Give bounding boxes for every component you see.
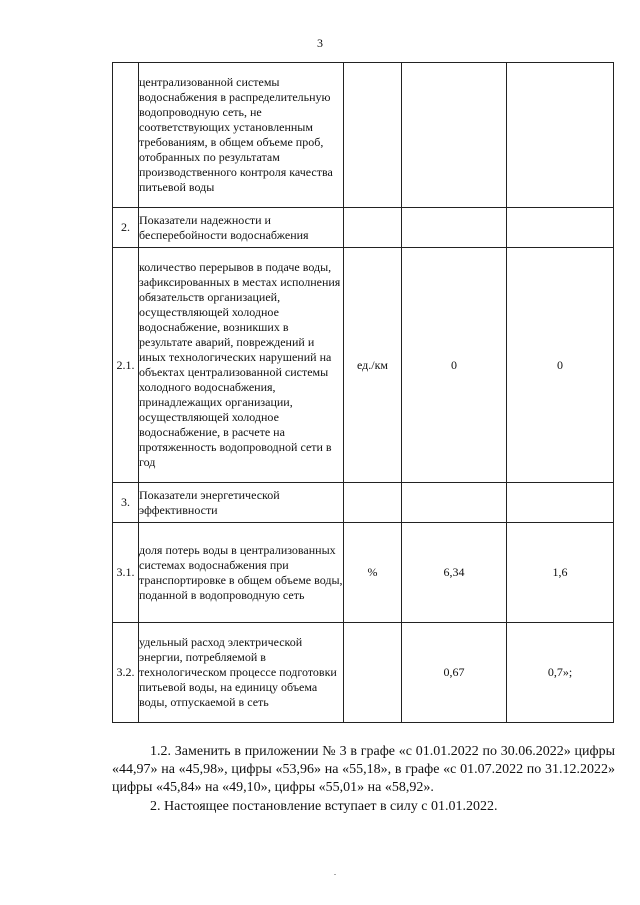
row-description: доля потерь воды в централизованных системах водоснабжения при транспортировке в общем объеме воды, поданной в водопроводную сеть [139, 523, 344, 623]
row-number: 3. [113, 483, 139, 523]
row-unit [344, 208, 402, 248]
table-row [113, 248, 614, 483]
row-description: Показатели энергетической эффективности [139, 483, 344, 523]
row-number: 3.2. [113, 623, 139, 723]
row-value-2: 0 [507, 248, 614, 483]
effective-date-paragraph: 2. Настоящее постановление вступает в силу с 01.01.2022. [150, 799, 498, 814]
row-description: количество перерывов в подаче воды, зафиксированных в местах исполнения обязательств организацией, осуществляющей холодное водоснабжение, возникших в результате аварий, повреждений и иных технологических нарушений на объектах централизованной системы холодного водоснабжения, принадлежащих организации, осуществляющей холодное водоснабжение, в расчете на протяженность водопроводной сети в год [139, 248, 344, 483]
row-number: 2.1. [113, 248, 139, 483]
row-value-2 [507, 63, 614, 208]
row-unit: ед./км [344, 248, 402, 483]
amendment-paragraph: 1.2. Заменить в приложении № 3 в графе «с 01.01.2022 по 30.06.2022» цифры «44,97» на «45,98», цифры «53,96» на «55,18», в графе «с 01.07.2022 по 31.12.2022» цифры «45,84» на «49,10», цифры «55,01» на «58,92». [112, 744, 615, 795]
row-value-2 [507, 483, 614, 523]
row-value-1 [402, 63, 507, 208]
table-row [113, 483, 614, 523]
row-value-1 [402, 208, 507, 248]
row-value-1: 0 [402, 248, 507, 483]
row-value-2 [507, 208, 614, 248]
table-row [113, 208, 614, 248]
table-row [113, 523, 614, 623]
row-number: 2. [113, 208, 139, 248]
footer-mark: . [334, 868, 336, 877]
row-description: удельный расход электрической энергии, потребляемой в технологическом процессе подготовки питьевой воды, на единицу объема воды, отпускаемой в сеть [139, 623, 344, 723]
table-row [113, 623, 614, 723]
indicators-table [112, 62, 614, 723]
row-unit [344, 623, 402, 723]
row-number [113, 63, 139, 208]
row-value-1: 6,34 [402, 523, 507, 623]
row-value-1 [402, 483, 507, 523]
table-row [113, 63, 614, 208]
row-description: Показатели надежности и бесперебойности водоснабжения [139, 208, 344, 248]
row-value-1: 0,67 [402, 623, 507, 723]
row-value-2: 1,6 [507, 523, 614, 623]
row-unit [344, 483, 402, 523]
row-unit: % [344, 523, 402, 623]
row-unit [344, 63, 402, 208]
row-description: централизованной системы водоснабжения в распределительную водопроводную сеть, не соответствующих установленным требованиям, в общем объеме проб, отобранных по результатам производственного контроля качества питьевой воды [139, 63, 344, 208]
page-number: 3 [317, 36, 323, 50]
row-number: 3.1. [113, 523, 139, 623]
row-value-2: 0,7»; [507, 623, 614, 723]
